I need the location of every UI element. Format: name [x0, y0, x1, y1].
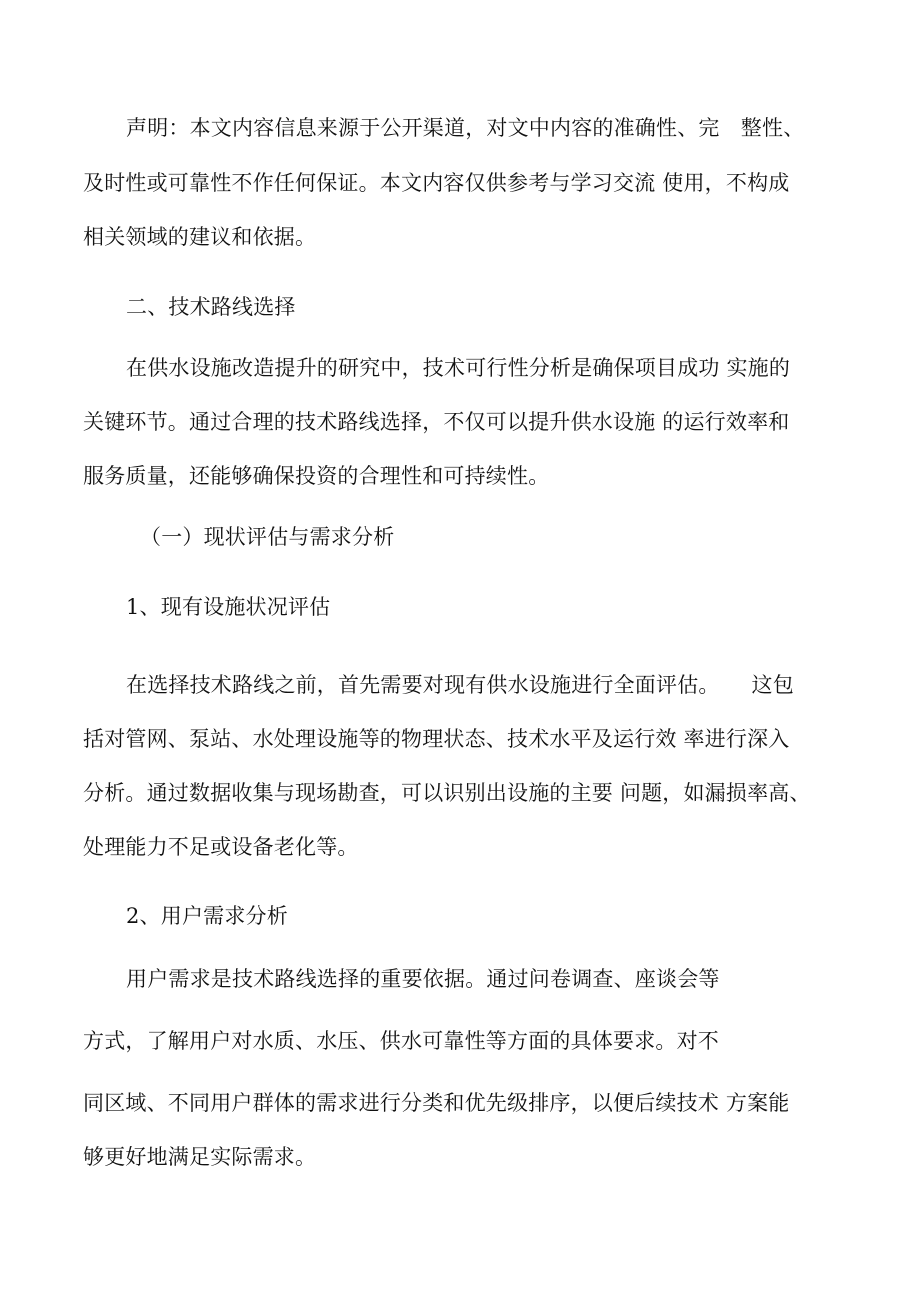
- item2-body-line-1: 用户需求是技术路线选择的重要依据。通过问卷调查、座谈会等: [126, 967, 720, 991]
- disclaimer-line-2: 及时性或可靠性不作任何保证。本文内容仅供参考与学习交流 使用，不构成: [83, 171, 790, 195]
- item1-heading: 1、现有设施状况评估: [126, 595, 331, 619]
- intro-line-1: 在供水设施改造提升的研究中，技术可行性分析是确保项目成功 实施的: [126, 356, 791, 380]
- disclaimer-line-1: 声明：本文内容信息来源于公开渠道，对文中内容的准确性、完 整性、: [126, 116, 805, 140]
- item2-body-line-4: 够更好地满足实际需求。: [83, 1145, 317, 1169]
- item2-heading: 2、用户需求分析: [126, 904, 288, 928]
- item1-body-line-1: 在选择技术路线之前，首先需要对现有供水设施进行全面评估。 这包: [126, 673, 794, 697]
- item1-body-line-2: 括对管网、泵站、水处理设施等的物理状态、技术水平及运行效 率进行深入: [83, 727, 790, 751]
- intro-line-2: 关键环节。通过合理的技术路线选择，不仅可以提升供水设施 的运行效率和: [83, 410, 790, 434]
- disclaimer-line-3: 相关领域的建议和依据。: [83, 225, 317, 249]
- item2-body-line-3: 同区域、不同用户群体的需求进行分类和优先级排序，以便后续技术 方案能: [83, 1091, 790, 1115]
- item1-body-line-4: 处理能力不足或设备老化等。: [83, 835, 359, 859]
- subsection-heading: （一）现状评估与需求分析: [140, 525, 395, 549]
- item1-body-line-3: 分析。通过数据收集与现场勘查，可以识别出设施的主要 问题，如漏损率高、: [83, 781, 811, 805]
- section-heading: 二、技术路线选择: [126, 295, 296, 319]
- item2-body-line-2: 方式，了解用户对水质、水压、供水可靠性等方面的具体要求。对不: [83, 1029, 719, 1053]
- intro-line-3: 服务质量，还能够确保投资的合理性和可持续性。: [83, 464, 550, 488]
